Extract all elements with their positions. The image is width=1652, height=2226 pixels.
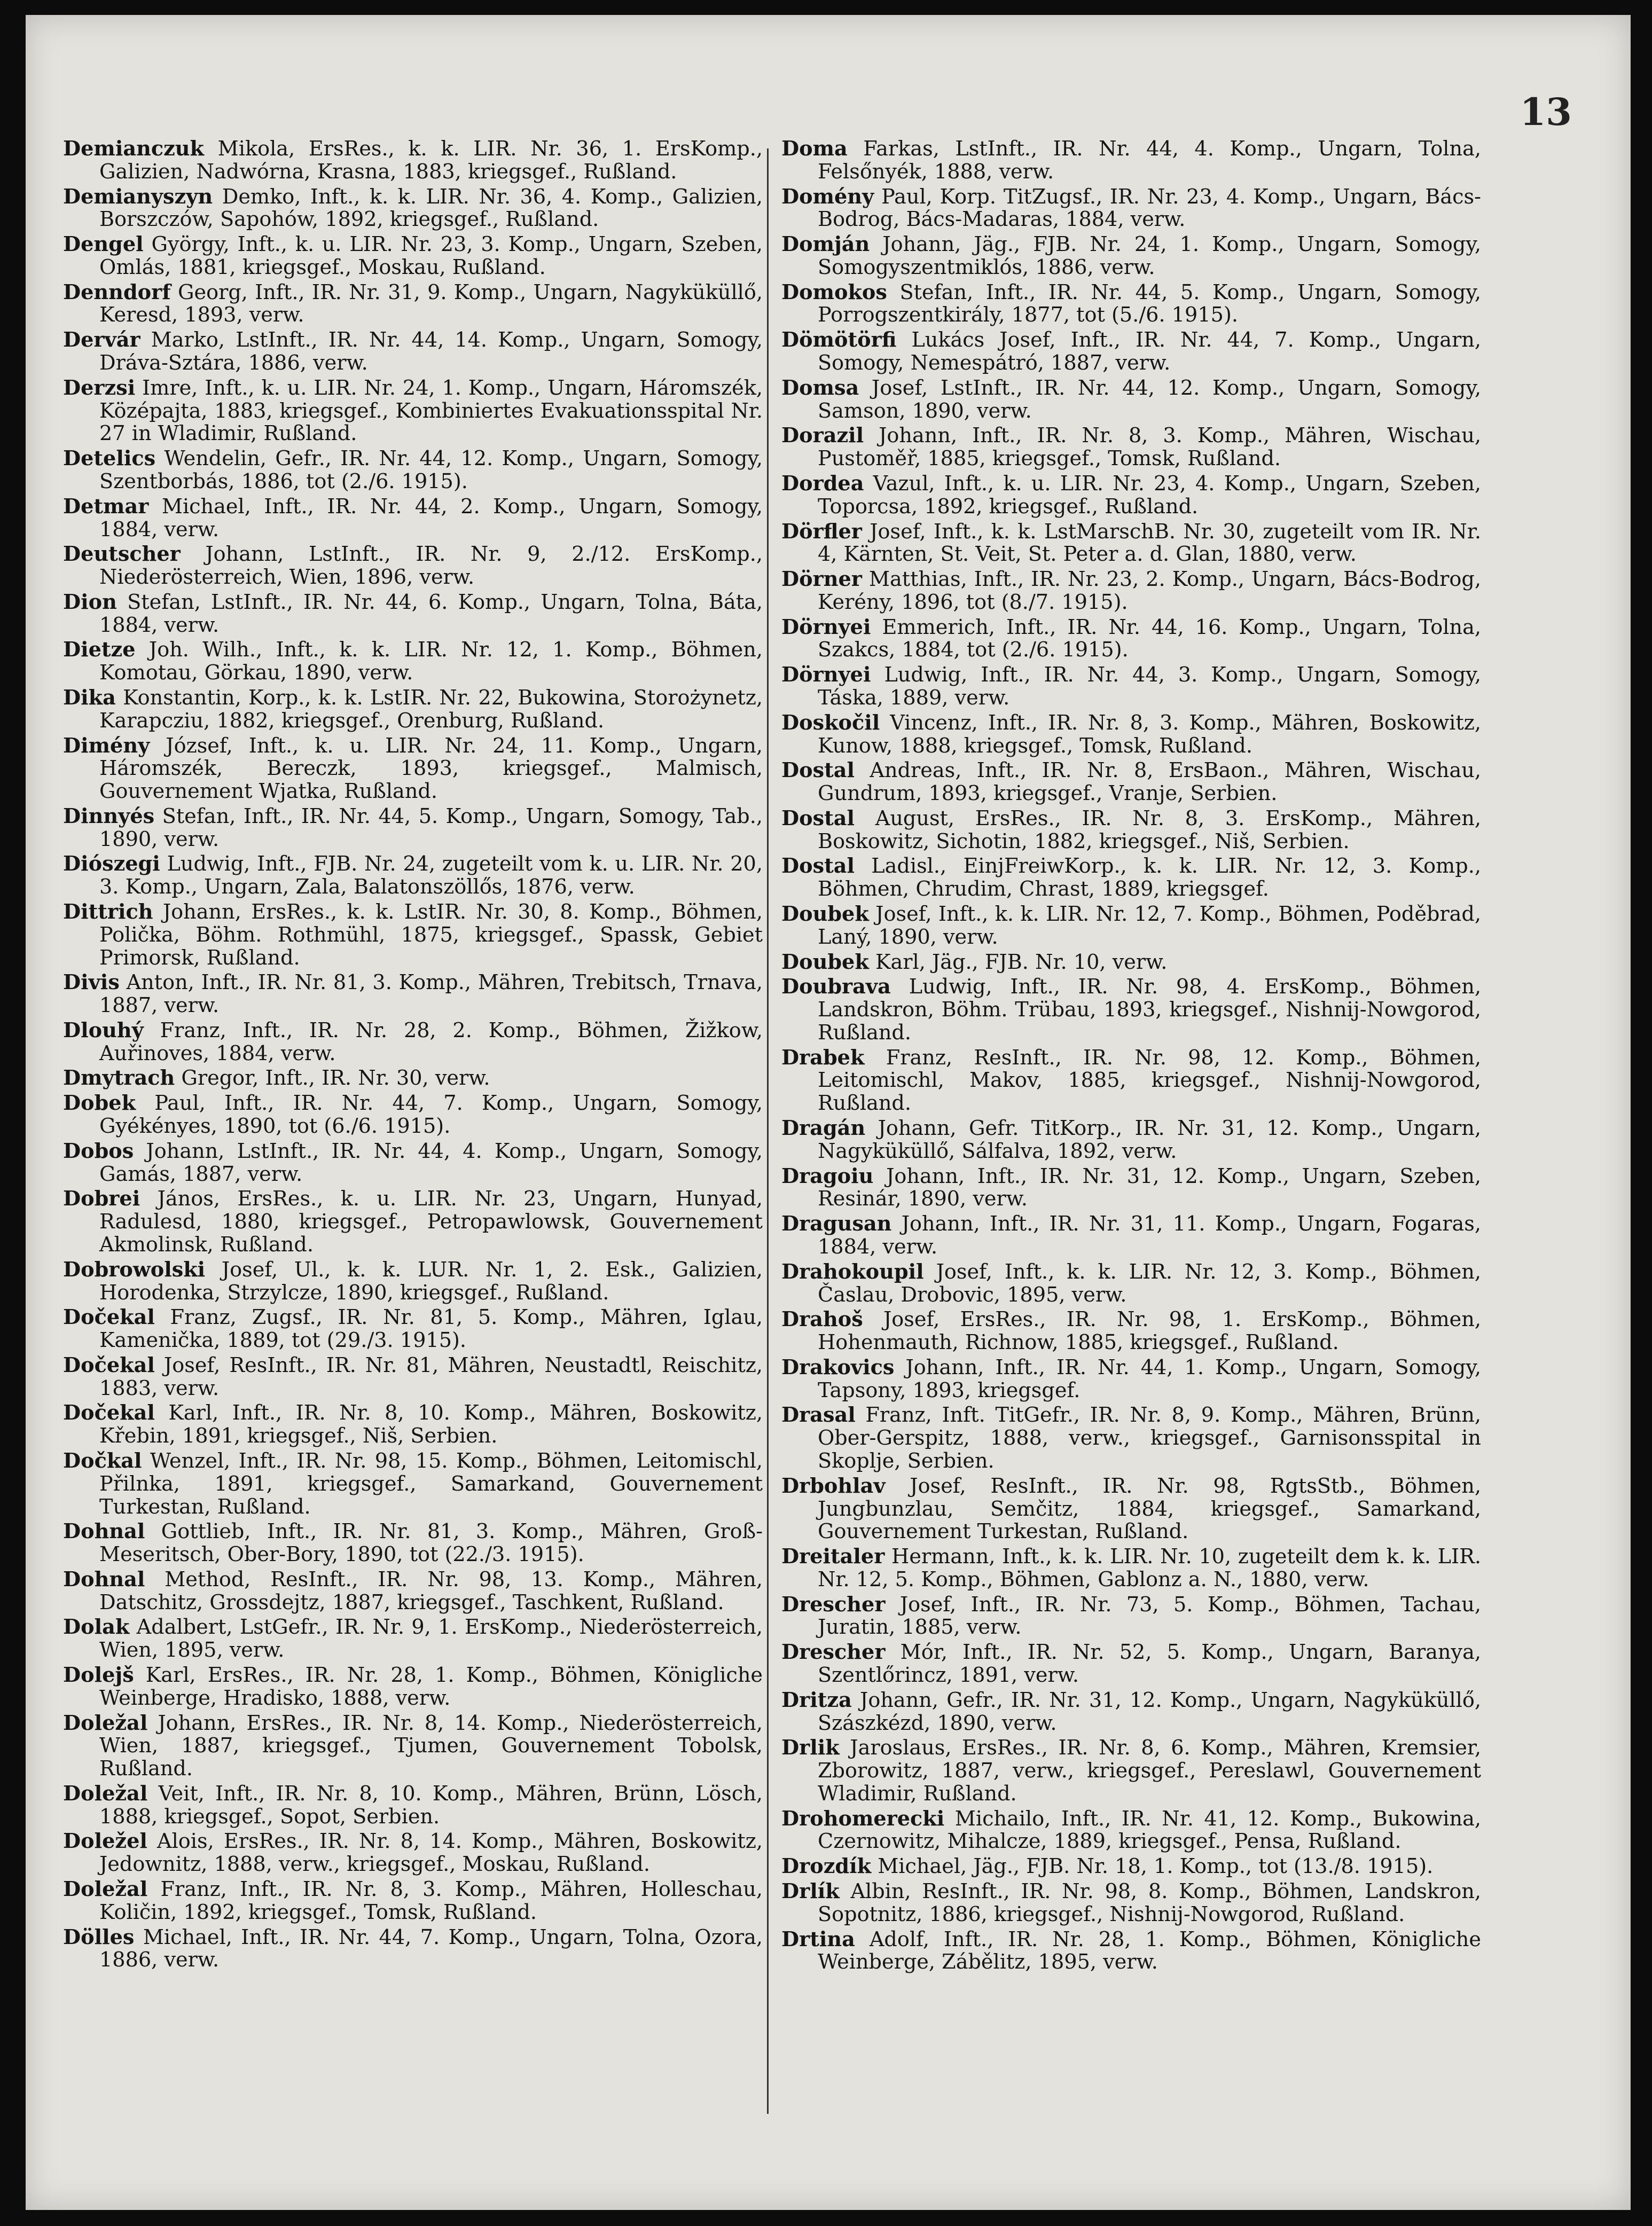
list-entry — [63, 543, 763, 589]
entry-details: Michael, Inft., IR. Nr. 44, 2. Komp., Ungarn, Somogy, 1884, verw. — [99, 495, 763, 542]
entry-details: Johann, Gefr. TitKorp., IR. Nr. 31, 12. Komp., Ungarn, Nagyküküllő, Sálfalva, 1892, verw. — [818, 1117, 1481, 1163]
list-entry — [781, 1689, 1481, 1735]
list-entry — [63, 1878, 763, 1924]
entry-details: József, Inft., k. u. LIR. Nr. 24, 11. Komp., Ungarn, Háromszék, Bereczk, 1893, kriegsgef., Malmisch, Gouvernement Wjatka, Rußland. — [99, 734, 763, 804]
entry-surname: Drescher — [781, 1640, 886, 1665]
list-entry — [781, 568, 1481, 614]
entry-surname: Dobek — [63, 1091, 136, 1116]
entry-details: Stefan, Inft., IR. Nr. 44, 5. Komp., Ungarn, Somogy, Porrogszentkirály, 1877, tot (5./6. 1915). — [818, 280, 1481, 327]
entry-details: Marko, LstInft., IR. Nr. 44, 14. Komp., Ungarn, Somogy, Dráva-Sztára, 1886, verw. — [99, 328, 763, 375]
entry-details: Stefan, Inft., IR. Nr. 44, 5. Komp., Ungarn, Somogy, Tab., 1890, verw. — [99, 804, 763, 851]
list-entry — [63, 1712, 763, 1781]
list-entry — [63, 901, 763, 969]
entry-surname: Dervár — [63, 328, 140, 352]
list-entry — [781, 1165, 1481, 1211]
list-entry — [781, 1855, 1481, 1878]
entry-details: Johann, Inft., IR. Nr. 8, 3. Komp., Mähren, Wischau, Pustoměř, 1885, kriegsgef., Tomsk, Rußland. — [818, 424, 1482, 471]
entry-surname: Dočekal — [63, 1305, 155, 1330]
list-entry — [63, 281, 763, 327]
entry-surname: Dordea — [781, 471, 864, 496]
entry-surname: Dinnyés — [63, 804, 155, 828]
list-entry — [781, 377, 1481, 423]
list-entry — [63, 1306, 763, 1352]
entry-surname: Doskočil — [781, 710, 880, 735]
entry-details: Ladisl., EinjFreiwKorp., k. k. LIR. Nr. 12, 3. Komp., Böhmen, Chrudim, Chrast, 1889, kriegsgef. — [818, 855, 1481, 902]
entry-details: Hermann, Inft., k. k. LIR. Nr. 10, zugeteilt dem k. k. LIR. Nr. 12, 5. Komp., Böhmen, Gablonz a. N., 1880, verw. — [818, 1545, 1482, 1592]
entry-details: Imre, Inft., k. u. LIR. Nr. 24, 1. Komp., Ungarn, Háromszék, Középajta, 1883, kriegsgef., Kombiniertes Evakuationsspital Nr. 27 in Wladimir, Rußland. — [99, 376, 763, 446]
entry-surname: Doubek — [781, 950, 869, 974]
entry-details: Johann, ErsRes., IR. Nr. 8, 14. Komp., Niederösterreich, Wien, 1887, kriegsgef., Tjumen, Gouvernement Tobolsk, Rußland. — [99, 1711, 763, 1781]
entry-surname: Dragoiu — [781, 1164, 874, 1188]
list-entry — [63, 1664, 763, 1710]
list-entry — [781, 808, 1481, 853]
entry-surname: Drescher — [781, 1592, 886, 1617]
entry-details: Josef, ResInft., IR. Nr. 81, Mähren, Neustadtl, Reischitz, 1883, verw. — [99, 1353, 763, 1400]
entry-surname: Drlík — [781, 1879, 840, 1904]
entry-details: Johann, LstInft., IR. Nr. 44, 4. Komp., Ungarn, Somogy, Gamás, 1887, verw. — [99, 1139, 763, 1186]
entry-surname: Drahokoupil — [781, 1259, 924, 1284]
entry-surname: Detelics — [63, 446, 156, 471]
entry-surname: Dolak — [63, 1615, 130, 1640]
entry-surname: Dömötörfi — [781, 328, 897, 352]
list-entry — [781, 759, 1481, 805]
entry-details: Adolf, Inft., IR. Nr. 28, 1. Komp., Böhmen, Königliche Weinberge, Zábělitz, 1895, verw. — [818, 1927, 1481, 1974]
entry-details: Gottlieb, Inft., IR. Nr. 81, 3. Komp., Mähren, Groß-Meseritsch, Ober-Bory, 1890, tot (22./3. 1915). — [99, 1520, 763, 1567]
entry-details: György, Inft., k. u. LIR. Nr. 23, 3. Komp., Ungarn, Szeben, Omlás, 1881, kriegsgef., Moskau, Rußland. — [99, 233, 763, 279]
entry-details: Adalbert, LstGefr., IR. Nr. 9, 1. ErsKomp., Niederösterreich, Wien, 1895, verw. — [99, 1616, 763, 1663]
entry-surname: Doma — [781, 137, 848, 161]
entry-surname: Domény — [781, 184, 874, 209]
entry-details: Vazul, Inft., k. u. LIR. Nr. 23, 4. Komp., Ungarn, Szeben, Toporcsa, 1892, kriegsgef., Rußland. — [818, 472, 1481, 519]
entry-surname: Deutscher — [63, 542, 181, 567]
entry-surname: Dika — [63, 685, 116, 710]
list-entry — [781, 951, 1481, 974]
entry-surname: Dmytrach — [63, 1066, 175, 1091]
entry-details: Franz, Inft., IR. Nr. 28, 2. Komp., Böhmen, Žižkow, Auřinoves, 1884, verw. — [99, 1018, 763, 1065]
entry-details: Veit, Inft., IR. Nr. 8, 10. Komp., Mähren, Brünn, Lösch, 1888, kriegsgef., Sopot, Serbien. — [99, 1782, 763, 1829]
entry-details: Franz, Zugsf., IR. Nr. 81, 5. Komp., Mähren, Iglau, Kamenička, 1889, tot (29./3. 1915). — [99, 1306, 763, 1353]
entry-details: Karl, ErsRes., IR. Nr. 28, 1. Komp., Böhmen, Königliche Weinberge, Hradisko, 1888, verw. — [99, 1664, 763, 1710]
entry-details: Konstantin, Korp., k. k. LstIR. Nr. 22, Bukowina, Storożynetz, Karapcziu, 1882, kriegsgef., Orenburg, Rußland. — [99, 686, 763, 733]
entry-details: Johann, Gefr., IR. Nr. 31, 12. Komp., Ungarn, Nagyküküllő, Szászkézd, 1890, verw. — [818, 1688, 1481, 1735]
list-entry — [781, 521, 1481, 567]
entry-details: Josef, Inft., k. k. LIR. Nr. 12, 3. Komp., Böhmen, Časlau, Drobovic, 1895, verw. — [818, 1260, 1482, 1307]
entry-details: Matthias, Inft., IR. Nr. 23, 2. Komp., Ungarn, Bács-Bodrog, Kerény, 1896, tot (8./7. 1915). — [818, 568, 1482, 614]
list-entry — [781, 616, 1481, 662]
list-entry — [781, 425, 1481, 471]
entry-details: Josef, Inft., k. k. LIR. Nr. 12, 7. Komp., Böhmen, Poděbrad, Laný, 1890, verw. — [818, 903, 1482, 949]
entry-surname: Demianyszyn — [63, 184, 213, 209]
entry-surname: Dörfler — [781, 519, 862, 544]
list-entry — [781, 138, 1481, 184]
entry-details: Michailo, Inft., IR. Nr. 41, 12. Komp., Bukowina, Czernowitz, Mihalcze, 1889, kriegsgef., Pensa, Rußland. — [818, 1807, 1481, 1854]
list-entry — [63, 1450, 763, 1518]
page-number: 13 — [1520, 90, 1572, 134]
entry-details: Mór, Inft., IR. Nr. 52, 5. Komp., Ungarn, Baranya, Szentlőrincz, 1891, verw. — [818, 1641, 1482, 1687]
entry-surname: Dohnal — [63, 1567, 145, 1592]
entry-details: Franz, Inft. TitGefr., IR. Nr. 8, 9. Komp., Mähren, Brünn, Ober-Gerspitz, 1888, verw., kriegsgef., Garnisonsspital in Skoplje, Serbien. — [818, 1404, 1481, 1473]
entry-details: Josef, LstInft., IR. Nr. 44, 12. Komp., Ungarn, Somogy, Samson, 1890, verw. — [818, 376, 1481, 423]
list-entry — [781, 1308, 1481, 1354]
entry-details: Farkas, LstInft., IR. Nr. 44, 4. Komp., Ungarn, Tolna, Felsőnyék, 1888, verw. — [818, 137, 1481, 184]
entry-surname: Domsa — [781, 375, 859, 400]
list-entry — [781, 186, 1481, 232]
entry-details: Franz, ResInft., IR. Nr. 98, 12. Komp., Böhmen, Leitomischl, Makov, 1885, kriegsgef., Nishnij-Nowgorod, Rußland. — [818, 1046, 1482, 1116]
list-entry — [781, 664, 1481, 710]
list-entry — [781, 1808, 1481, 1854]
entry-surname: Dočkal — [63, 1448, 142, 1473]
list-entry — [781, 1261, 1481, 1307]
list-entry — [63, 448, 763, 493]
entry-surname: Dreitaler — [781, 1545, 885, 1569]
list-entry — [63, 1830, 763, 1876]
entry-surname: Demianczuk — [63, 137, 204, 161]
list-entry — [781, 1929, 1481, 1974]
list-entry — [63, 1188, 763, 1256]
list-entry — [63, 233, 763, 279]
list-entry — [781, 1546, 1481, 1592]
list-entry — [63, 1520, 763, 1566]
entry-details: János, ErsRes., k. u. LIR. Nr. 23, Ungarn, Hunyad, Radulesd, 1880, kriegsgef., Petropawlowsk, Gouvernement Akmolinsk, Rußland. — [99, 1187, 763, 1257]
entry-details: Wenzel, Inft., IR. Nr. 98, 15. Komp., Böhmen, Leitomischl, Přilnka, 1891, kriegsgef., Samarkand, Gouvernement Turkestan, Rußland. — [99, 1449, 763, 1519]
entry-surname: Doubek — [781, 902, 869, 926]
list-entry — [63, 1020, 763, 1065]
entry-surname: Drahoš — [781, 1307, 863, 1332]
entry-surname: Dragusan — [781, 1212, 892, 1236]
entry-details: Josef, Inft., k. k. LstMarschB. Nr. 30, zugeteilt vom IR. Nr. 4, Kärnten, St. Veit, St. Peter a. d. Glan, 1880, verw. — [818, 520, 1482, 567]
entry-details: Johann, Inft., IR. Nr. 31, 11. Komp., Ungarn, Fogaras, 1884, verw. — [818, 1212, 1482, 1259]
entry-details: Johann, ErsRes., k. k. LstIR. Nr. 30, 8. Komp., Böhmen, Polička, Böhm. Rothmühl, 1875, kriegsgef., Spassk, Gebiet Primorsk, Rußland. — [99, 900, 763, 970]
entry-surname: Dostal — [781, 758, 855, 783]
entry-surname: Drasal — [781, 1403, 856, 1428]
entry-surname: Drtina — [781, 1927, 855, 1951]
entry-details: Paul, Korp. TitZugsf., IR. Nr. 23, 4. Komp., Ungarn, Bács-Bodrog, Bács-Madaras, 1884, verw. — [818, 185, 1481, 232]
entry-details: Franz, Inft., IR. Nr. 8, 3. Komp., Mähren, Holleschau, Količin, 1892, kriegsgef., Tomsk, Rußland. — [99, 1878, 763, 1924]
entry-surname: Domokos — [781, 280, 887, 304]
entry-surname: Drohomerecki — [781, 1806, 945, 1831]
list-entry — [781, 903, 1481, 949]
entry-details: Mikola, ErsRes., k. k. LIR. Nr. 36, 1. ErsKomp., Galizien, Nadwórna, Krasna, 1883, kriegsgef., Rußland. — [99, 137, 763, 184]
entry-details: Karl, Inft., IR. Nr. 8, 10. Komp., Mähren, Boskowitz, Křebin, 1891, kriegsgef., Niš, Serbien. — [99, 1401, 763, 1448]
list-entry — [63, 138, 763, 184]
entry-details: Johann, LstInft., IR. Nr. 9, 2./12. ErsKomp., Niederösterreich, Wien, 1896, verw. — [99, 543, 763, 590]
entry-surname: Dobrowolski — [63, 1257, 206, 1282]
list-entry — [63, 805, 763, 851]
list-entry — [781, 976, 1481, 1044]
entry-surname: Dolejš — [63, 1663, 134, 1687]
entry-details: Josef, Inft., IR. Nr. 73, 5. Komp., Böhmen, Tachau, Juratin, 1885, verw. — [818, 1593, 1482, 1640]
entry-surname: Doležal — [63, 1781, 148, 1806]
list-entry — [63, 1926, 763, 1972]
entry-surname: Dölles — [63, 1925, 135, 1949]
list-entry — [63, 1067, 763, 1090]
entry-surname: Dittrich — [63, 900, 153, 924]
entry-details: Johann, Inft., IR. Nr. 44, 1. Komp., Ungarn, Somogy, Tapsony, 1893, kriegsgef. — [818, 1355, 1481, 1402]
list-entry — [781, 1357, 1481, 1402]
entry-surname: Drbohlav — [781, 1473, 886, 1498]
entry-details: Michael, Inft., IR. Nr. 44, 7. Komp., Ungarn, Tolna, Ozora, 1886, verw. — [99, 1925, 763, 1972]
entry-details: Georg, Inft., IR. Nr. 31, 9. Komp., Ungarn, Nagyküküllő, Keresd, 1893, verw. — [99, 280, 763, 327]
entry-surname: Dostal — [781, 854, 855, 879]
entry-surname: Doubrava — [781, 975, 891, 999]
list-entry — [63, 496, 763, 542]
list-entry — [63, 1783, 763, 1829]
entry-details: Emmerich, Inft., IR. Nr. 44, 16. Komp., Ungarn, Tolna, Szakcs, 1884, tot (2./6. 1915). — [818, 615, 1481, 662]
list-entry — [781, 855, 1481, 901]
entry-surname: Dobos — [63, 1139, 134, 1163]
entry-details: Josef, Ul., k. k. LUR. Nr. 1, 2. Esk., Galizien, Horodenka, Strzylcze, 1890, kriegsgef., Rußland. — [99, 1258, 763, 1305]
document-page — [26, 15, 1631, 2210]
entry-details: Vincenz, Inft., IR. Nr. 8, 3. Komp., Mähren, Boskowitz, Kunow, 1888, kriegsgef., Tomsk, Rußland. — [818, 711, 1481, 758]
entry-details: Stefan, LstInft., IR. Nr. 44, 6. Komp., Ungarn, Tolna, Báta, 1884, verw. — [99, 590, 763, 637]
list-entry — [63, 1259, 763, 1305]
list-entry — [63, 1616, 763, 1662]
entry-surname: Dobrei — [63, 1187, 140, 1211]
entry-details: Jaroslaus, ErsRes., IR. Nr. 8, 6. Komp., Mähren, Kremsier, Zborowitz, 1887, verw., kriegsgef., Pereslawl, Gouvernement Wladimir, Rußland. — [818, 1736, 1481, 1806]
list-entry — [63, 329, 763, 375]
entry-surname: Detmar — [63, 494, 149, 519]
entry-surname: Dragán — [781, 1116, 866, 1141]
entry-details: Wendelin, Gefr., IR. Nr. 44, 12. Komp., Ungarn, Somogy, Szentborbás, 1886, tot (2./6. 1915). — [99, 447, 763, 493]
entry-details: Ludwig, Inft., IR. Nr. 98, 4. ErsKomp., Böhmen, Landskron, Böhm. Trübau, 1893, kriegsgef., Nishnij-Nowgorod, Rußland. — [818, 975, 1481, 1045]
entry-details: Paul, Inft., IR. Nr. 44, 7. Komp., Ungarn, Somogy, Gyékényes, 1890, tot (6./6. 1915). — [99, 1092, 763, 1139]
entry-surname: Doležal — [63, 1877, 148, 1902]
entry-surname: Dörnyei — [781, 663, 871, 687]
entry-details: Alois, ErsRes., IR. Nr. 8, 14. Komp., Mähren, Boskowitz, Jedownitz, 1888, verw., kriegsgef., Moskau, Rußland. — [99, 1830, 763, 1877]
list-entry — [63, 186, 763, 232]
list-entry — [781, 281, 1481, 327]
entry-surname: Dengel — [63, 232, 144, 257]
list-entry — [63, 1354, 763, 1400]
entry-surname: Dimény — [63, 733, 150, 758]
entry-surname: Dritza — [781, 1688, 852, 1712]
list-entry — [781, 712, 1481, 758]
entry-details: August, ErsRes., IR. Nr. 8, 3. ErsKomp., Mähren, Boskowitz, Sichotin, 1882, kriegsgef., Niš, Serbien. — [818, 806, 1481, 853]
entry-details: Albin, ResInft., IR. Nr. 98, 8. Komp., Böhmen, Landskron, Sopotnitz, 1886, kriegsgef., Nishnij-Nowgorod, Rußland. — [818, 1880, 1481, 1926]
list-entry — [781, 1594, 1481, 1640]
entry-details: Anton, Inft., IR. Nr. 81, 3. Komp., Mähren, Trebitsch, Trnava, 1887, verw. — [99, 971, 763, 1018]
entry-details: Josef, ResInft., IR. Nr. 98, RgtsStb., Böhmen, Jungbunzlau, Semčitz, 1884, kriegsgef., Samarkand, Gouvernement Turkestan, Rußland. — [818, 1474, 1481, 1544]
entry-surname: Doležel — [63, 1829, 147, 1854]
list-entry — [63, 1092, 763, 1138]
entry-surname: Dostal — [781, 806, 855, 830]
left-column — [63, 138, 763, 1974]
entry-details: Lukács Josef, Inft., IR. Nr. 44, 7. Komp., Ungarn, Somogy, Nemespátró, 1887, verw. — [818, 328, 1481, 375]
list-entry — [63, 971, 763, 1017]
list-entry — [781, 233, 1481, 279]
entry-surname: Diószegi — [63, 852, 160, 876]
entry-details: Josef, ErsRes., IR. Nr. 98, 1. ErsKomp., Böhmen, Hohenmauth, Richnow, 1885, kriegsgef., Rußland. — [818, 1308, 1481, 1355]
list-entry — [63, 853, 763, 899]
entry-surname: Denndorf — [63, 280, 171, 304]
entry-details: Ludwig, Inft., FJB. Nr. 24, zugeteilt vom k. u. LIR. Nr. 20, 3. Komp., Ungarn, Zala, Balatonszöllős, 1876, verw. — [99, 852, 763, 899]
entry-surname: Dočekal — [63, 1401, 155, 1425]
entry-surname: Dörnyei — [781, 615, 871, 639]
entry-surname: Drlik — [781, 1736, 840, 1760]
entry-surname: Drozdík — [781, 1854, 872, 1879]
list-entry — [781, 329, 1481, 375]
list-entry — [781, 1213, 1481, 1259]
entry-details: Karl, Jäg., FJB. Nr. 10, verw. — [875, 950, 1168, 974]
entry-surname: Domján — [781, 232, 870, 257]
entry-surname: Dohnal — [63, 1519, 145, 1544]
list-entry — [63, 639, 763, 685]
entry-surname: Drakovics — [781, 1355, 895, 1380]
list-entry — [781, 1404, 1481, 1472]
entry-surname: Dorazil — [781, 424, 864, 448]
entry-details: Michael, Jäg., FJB. Nr. 18, 1. Komp., tot (13./8. 1915). — [878, 1855, 1434, 1879]
list-entry — [63, 377, 763, 445]
list-entry — [63, 591, 763, 637]
list-entry — [781, 1047, 1481, 1115]
entry-surname: Dion — [63, 590, 117, 614]
entry-details: Johann, Inft., IR. Nr. 31, 12. Komp., Ungarn, Szeben, Resinár, 1890, verw. — [818, 1164, 1481, 1211]
entry-details: Demko, Inft., k. k. LIR. Nr. 36, 4. Komp., Galizien, Borszczów, Sapohów, 1892, kriegsgef., Rußland. — [99, 185, 763, 232]
list-entry — [781, 1641, 1481, 1687]
entry-details: Joh. Wilh., Inft., k. k. LIR. Nr. 12, 1. Komp., Böhmen, Komotau, Görkau, 1890, verw. — [99, 638, 763, 685]
entry-surname: Doležal — [63, 1711, 148, 1735]
list-entry — [781, 473, 1481, 519]
entry-surname: Dočekal — [63, 1353, 155, 1377]
right-column — [781, 138, 1481, 1976]
entry-surname: Divis — [63, 970, 120, 995]
entry-details: Method, ResInft., IR. Nr. 98, 13. Komp., Mähren, Datschitz, Grossdejtz, 1887, kriegsgef., Taschkent, Rußland. — [99, 1567, 763, 1614]
list-entry — [63, 687, 763, 733]
entry-details: Johann, Jäg., FJB. Nr. 24, 1. Komp., Ungarn, Somogy, Somogyszentmiklós, 1886, verw. — [818, 233, 1481, 279]
list-entry — [63, 735, 763, 803]
entry-details: Ludwig, Inft., IR. Nr. 44, 3. Komp., Ungarn, Somogy, Táska, 1889, verw. — [818, 663, 1482, 710]
column-divider — [767, 148, 769, 2114]
entry-surname: Drabek — [781, 1045, 865, 1070]
entry-details: Andreas, Inft., IR. Nr. 8, ErsBaon., Mähren, Wischau, Gundrum, 1893, kriegsgef., Vranje, Serbien. — [818, 759, 1481, 806]
list-entry — [63, 1140, 763, 1186]
list-entry — [63, 1569, 763, 1614]
list-entry — [781, 1737, 1481, 1805]
list-entry — [63, 1402, 763, 1448]
entry-surname: Derzsi — [63, 375, 136, 400]
entry-surname: Dietze — [63, 638, 136, 662]
entry-surname: Dörner — [781, 567, 862, 592]
list-entry — [781, 1117, 1481, 1163]
list-entry — [781, 1880, 1481, 1926]
entry-details: Gregor, Inft., IR. Nr. 30, verw. — [181, 1067, 490, 1091]
list-entry — [781, 1475, 1481, 1543]
entry-surname: Dlouhý — [63, 1018, 144, 1043]
